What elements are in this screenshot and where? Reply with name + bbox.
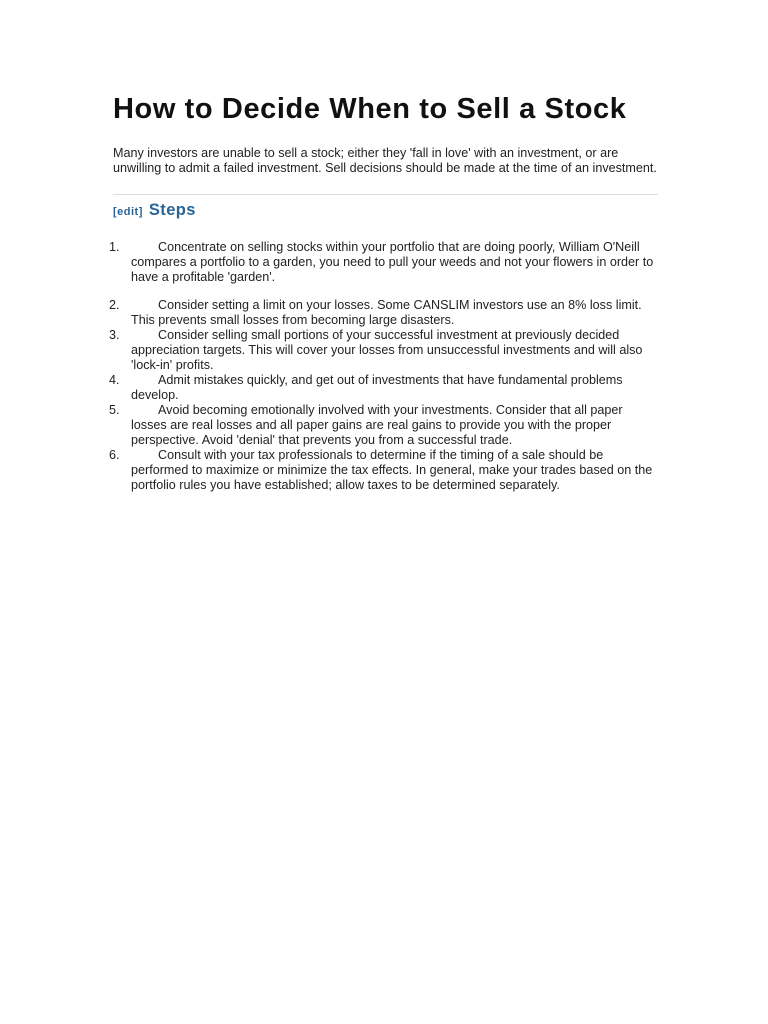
step-text: Consider selling small portions of your successful investment at previously decided appreciation targets. This will cover your losses from unsuccessful investments and will also 'lock-in' profits.	[131, 328, 643, 372]
list-item	[109, 448, 658, 493]
step-text: Admit mistakes quickly, and get out of investments that have fundamental problems develop.	[131, 373, 623, 402]
step-number: 4.	[109, 373, 120, 387]
intro-paragraph: Many investors are unable to sell a stock; either they 'fall in love' with an investment, or are unwilling to admit a failed investment. Sell decisions should be made at the time of an investment.	[113, 146, 657, 175]
step-text: Consider setting a limit on your losses. Some CANSLIM investors use an 8% loss limit. This prevents small losses from becoming large disasters.	[131, 298, 642, 327]
list-item	[109, 403, 658, 448]
step-text: Avoid becoming emotionally involved with your investments. Consider that all paper losses are real losses and all paper gains are real gains to provide you with the proper perspective. Avoid 'denial' that prevents you from a successful trade.	[131, 403, 623, 447]
list-item	[109, 328, 658, 373]
list-item	[109, 298, 658, 328]
list-item	[109, 240, 658, 285]
edit-link[interactable]: [edit]	[113, 206, 143, 218]
step-number: 5.	[109, 403, 120, 417]
step-text: Concentrate on selling stocks within your portfolio that are doing poorly, William O'Neill compares a portfolio to a garden, you need to pull your weeds and not your flowers in order to have a profitable 'garden'.	[131, 240, 654, 284]
step-number: 2.	[109, 298, 120, 312]
section-title: Steps	[148, 201, 196, 219]
article	[109, 92, 658, 493]
step-number: 3.	[109, 328, 120, 342]
step-number: 6.	[109, 448, 120, 462]
section-divider	[113, 194, 658, 195]
page-title: How to Decide When to Sell a Stock	[113, 93, 627, 125]
step-number: 1.	[109, 240, 120, 254]
list-item	[109, 373, 658, 403]
steps-list	[109, 240, 658, 493]
section-header	[113, 201, 658, 220]
step-text: Consult with your tax professionals to determine if the timing of a sale should be performed to maximize or minimize the tax effects. In general, make your trades based on the portfolio rules you have established; allow taxes to be determined separately.	[131, 448, 653, 492]
